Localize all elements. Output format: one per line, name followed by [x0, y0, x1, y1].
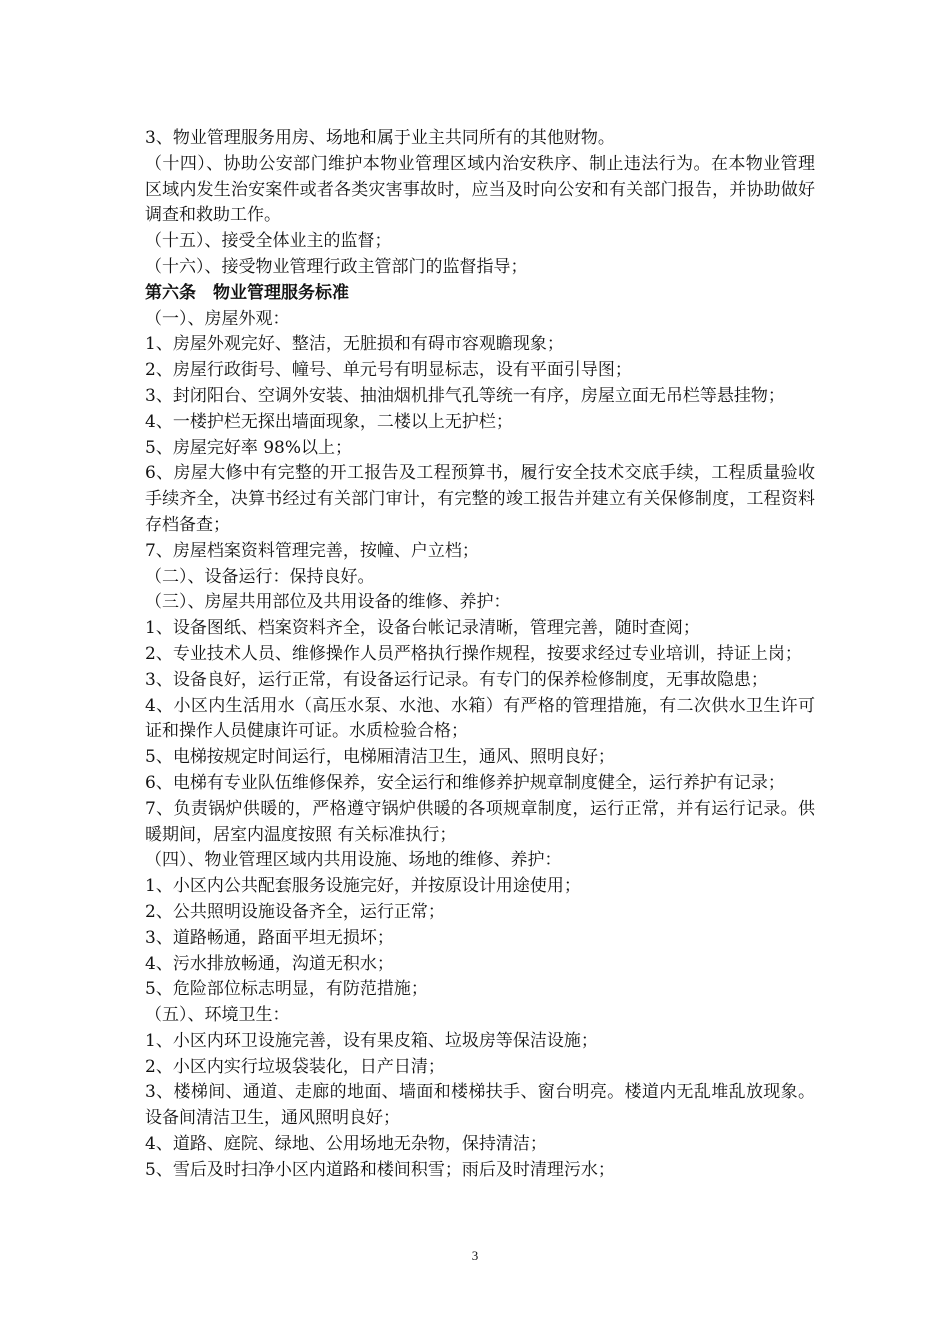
text-line: 4、道路、庭院、绿地、公用场地无杂物，保持清洁；: [145, 1134, 547, 1155]
text-line: 5、危险部位标志明显，有防范措施；: [145, 979, 428, 1000]
text-line: 6、电梯有专业队伍维修保养，安全运行和维修养护规章制度健全，运行养护有记录；: [145, 772, 785, 793]
text-line: （四）、物业管理区域内共用设施、场地的维修、养护：: [145, 850, 562, 871]
text-line: （五）、环境卫生：: [145, 1005, 290, 1026]
text-line: 3、道路畅通，路面平坦无损坏；: [145, 927, 394, 948]
text-line: 1、设备图纸、档案资料齐全，设备台帐记录清晰，管理完善，随时查阅；: [145, 618, 700, 639]
text-line: 4、小区内生活用水（高压水泵、水池、水箱）有严格的管理措施，有二次供水卫生许可证和操作人员健康许可证。水质检验合格；: [145, 695, 815, 742]
text-line: 2、房屋行政街号、幢号、单元号有明显标志，设有平面引导图；: [145, 360, 632, 381]
text-line: 2、专业技术人员、维修操作人员严格执行操作规程，按要求经过专业培训，持证上岗；: [145, 643, 802, 664]
text-line: 1、小区内环卫设施完善，设有果皮箱、垃圾房等保洁设施；: [145, 1030, 598, 1051]
text-line: 5、房屋完好率 98%以上；: [145, 437, 353, 458]
text-line: 7、负责锅炉供暖的，严格遵守锅炉供暖的各项规章制度，运行正常，并有运行记录。供暖期间，居室内温度按照 有关标准执行；: [145, 798, 815, 845]
text-line: 4、污水排放畅通，沟道无积水；: [145, 953, 394, 974]
text-line: 3、物业管理服务用房、场地和属于业主共同所有的其他财物。: [145, 128, 615, 148]
text-line: （十五）、接受全体业主的监督；: [145, 231, 392, 252]
text-line: （三）、房屋共用部位及共用设备的维修、养护：: [145, 592, 511, 613]
text-line: 1、房屋外观完好、整洁，无脏损和有碍市容观瞻现象；: [145, 334, 564, 355]
text-line: 3、设备良好，运行正常，有设备运行记录。有专门的保养检修制度，无事故隐患；: [145, 669, 768, 690]
text-line: 5、雪后及时扫净小区内道路和楼间积雪；雨后及时清理污水；: [145, 1159, 615, 1180]
text-line: （一）、房屋外观：: [145, 308, 290, 329]
text-line: （十四）、协助公安部门维护本物业管理区域内治安秩序、制止违法行为。在本物业管理区域内发生治安案件或者各类灾害事故时，应当及时向公安和有关部门报告，并协助做好调查和救助工作。: [145, 153, 815, 226]
page-number: 3: [471, 1248, 479, 1263]
text-line: 2、小区内实行垃圾袋装化，日产日清；: [145, 1056, 445, 1077]
text-line: 2、公共照明设施设备齐全，运行正常；: [145, 901, 445, 922]
text-line: 6、房屋大修中有完整的开工报告及工程预算书，履行安全技术交底手续，工程质量验收手续齐全，决算书经过有关部门审计，有完整的竣工报告并建立有关保修制度，工程资料存档备查；: [145, 463, 815, 535]
section-heading: 第六条 物业管理服务标准: [145, 282, 349, 303]
text-line: 4、一楼护栏无探出墙面现象，二楼以上无护栏；: [145, 411, 513, 432]
text-line: 5、电梯按规定时间运行，电梯厢清洁卫生，通风、照明良好；: [145, 747, 615, 768]
text-line: （二）、设备运行：保持良好。: [145, 566, 375, 587]
text-line: （十六）、接受物业管理行政主管部门的监督指导；: [145, 256, 528, 277]
text-line: 3、封闭阳台、空调外安装、抽油烟机排气孔等统一有序，房屋立面无吊栏等悬挂物；: [145, 385, 785, 406]
text-line: 3、楼梯间、通道、走廊的地面、墙面和楼梯扶手、窗台明亮。楼道内无乱堆乱放现象。设备间清洁卫生，通风照明良好；: [145, 1082, 815, 1129]
document-body: [145, 126, 815, 1184]
text-line: 7、房屋档案资料管理完善，按幢、户立档；: [145, 540, 479, 561]
text-line: 1、小区内公共配套服务设施完好，并按原设计用途使用；: [145, 876, 581, 897]
